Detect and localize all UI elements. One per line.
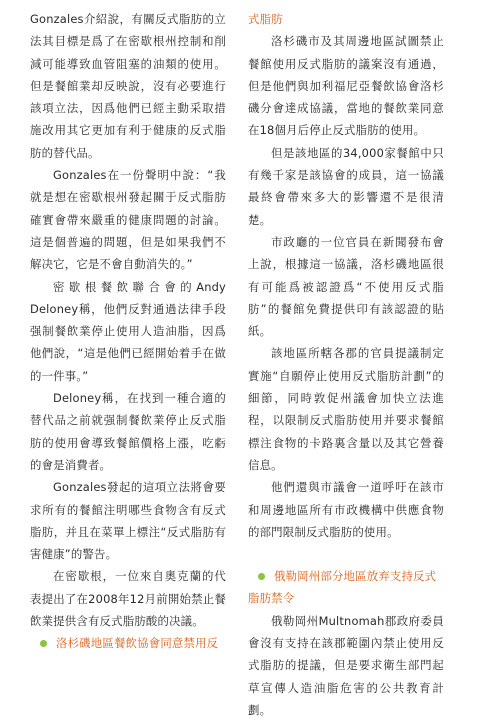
paragraph-county-officials: 該地區所轄各郡的官員提議制定實施“自願停止使用反式脂肪計劃”的細節，同時敦促州議會加快立法進程，以限制反式脂肪使用并要求餐館標注食物的卡路裏含量以及其它營養信息。 (248, 346, 444, 472)
paragraph-multnomah: 俄勒岡州Multnomah郡政府委員會沒有支持在該郡範圍內禁止使用反式脂肪的提議，但是要求衛生部門起草宣傳人造油脂危害的公共教育計劃。 (248, 613, 444, 717)
right-column (248, 8, 444, 721)
left-column (30, 8, 226, 655)
section-heading-oregon (248, 565, 444, 610)
paragraph-legislation-requirements: Gonzales發起的這項立法將會要求所有的餐館注明哪些食物含有反式脂肪，并且在菜單上標注“反式脂肪有害健康”的警告。 (30, 480, 226, 562)
paragraph-la-agreement: 洛杉磯市及其周邊地區試圖禁止餐館使用反式脂肪的議案沒有通過，但是他們與加利福尼亞餐飲協會洛杉磯分會達成協議，當地的餐飲業同意在18個月后停止反式脂肪的使用。 (248, 34, 444, 138)
section-heading-oregon-text: 俄勒岡州部分地區放弃支持反式脂肪禁令 (248, 569, 437, 606)
section-heading-los-angeles (30, 632, 226, 654)
green-dot-icon (258, 573, 265, 580)
paragraph-la-stickers: 市政廳的一位官員在新聞發布會上說，根據這一協議，洛杉磯地區很有可能爲被認證爲“不使用反式脂肪”的餐館免費提供印有該認證的貼紙。 (248, 234, 444, 339)
paragraph-deloney-opposition: 密歇根餐飲聯合會的Andy Deloney稱，他們反對通過法律手段强制餐飲業停止使用人造油脂，因爲他們說，“這是他們已經開始着手在做的一件事。” (30, 279, 226, 383)
section-spacer (248, 543, 444, 565)
paragraph-la-membership: 但是該地區的34,000家餐館中只有幾千家是該協會的成員，這一協議最終會帶來多大的影響還不是很清楚。 (248, 145, 444, 227)
paragraph-city-council: 他們還與市議會一道呼吁在該市和周邊地區所有市政機構中供應食物的部門限制反式脂肪的使用。 (248, 480, 444, 539)
green-dot-icon (40, 640, 47, 647)
paragraph-deloney-price: Deloney稱，在找到一種合適的替代品之前就强制餐飲業停止反式脂肪的使用會導致餐館價格上漲，吃虧的會是消費者。 (30, 391, 226, 472)
section-heading-los-angeles-continued: 式脂肪 (248, 12, 283, 26)
section-heading-los-angeles-text: 洛杉磯地區餐飲協會同意禁用反 (56, 636, 219, 651)
paragraph-gonzales-statement: Gonzales在一份聲明中說：“我就是想在密歇根州發起關于反式脂肪確實會帶來嚴重的健康問題的討論。這是個普遍的問題，但是如果我們不解决它，它是不會自動消失的。” (30, 168, 226, 272)
paragraph-oakland-resolution: 在密歇根，一位來自奧克蘭的代表提出了在2008年12月前開始禁止餐飲業提供含有反式脂肪酸的决議。 (30, 569, 226, 629)
paragraph-gonzales-intro: Gonzales介紹說，有關反式脂肪的立法其目標是爲了在密歇根州控制和削減可能導致血管阻塞的油類的使用。但是餐館業却反映說，沒有必要進行該項立法，因爲他們已經主動采取措施改用其它更加有利于健康的反式脂肪的替代品。 (30, 12, 226, 160)
